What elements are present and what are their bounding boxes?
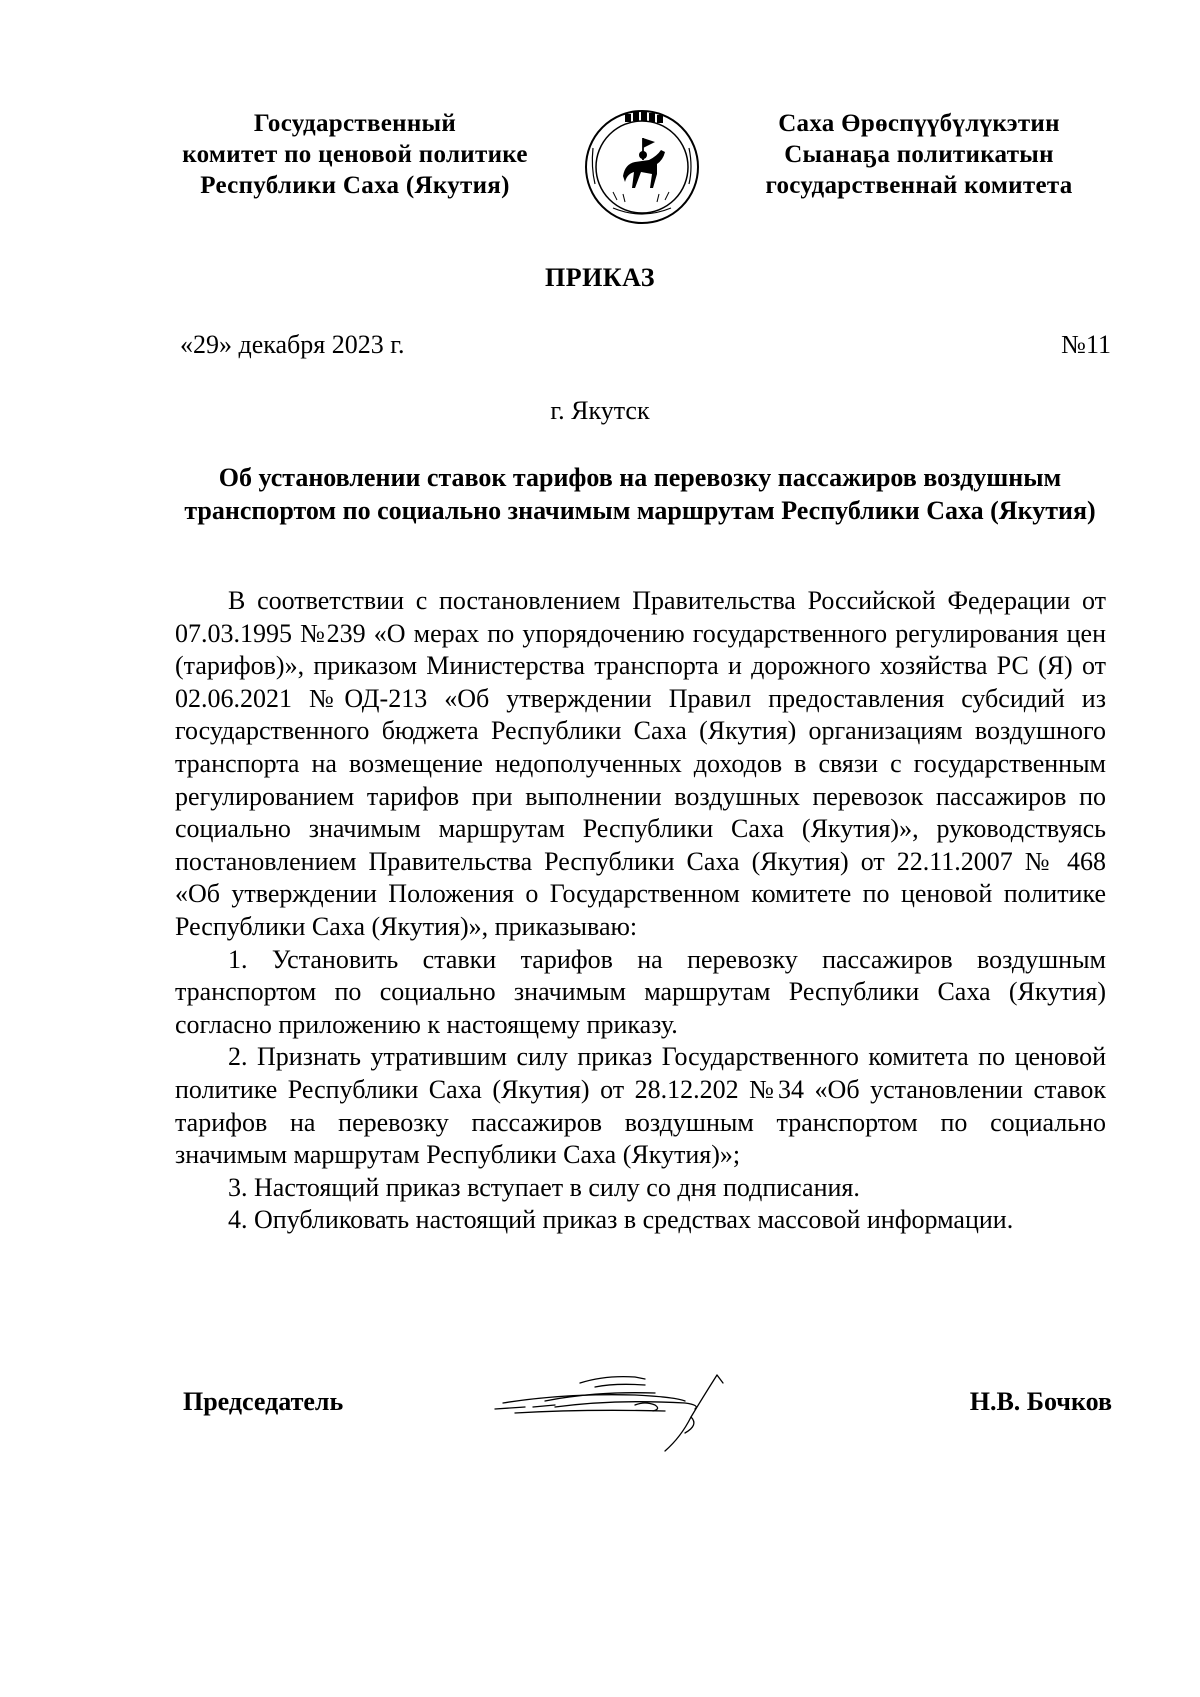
header-left-line: Государственный [253,110,457,137]
header-left-line: Республики Саха (Якутия) [200,172,510,199]
header-left-line: комитет по ценовой политике [182,141,528,168]
document-city: г. Якутск [550,396,650,425]
header-right-line: государственнай комитета [765,172,1073,199]
body-paragraph: 2. Признать утратившим силу приказ Государственного комитета по ценовой политике Республики Саха (Якутия) от 28.12.202 №34 «Об установлении ставок тарифов на перевозку пассажиров воздушным транспортом по социально значимым маршрутам Республики Саха (Якутия)»; [175,1042,1106,1170]
signatory-name: Н.В. Бочков [969,1387,1112,1416]
document-date: «29» декабря 2023 г. [180,330,405,359]
handwritten-signature-icon [485,1347,785,1457]
body-paragraph: 3. Настоящий приказ вступает в силу со дня подписания. [228,1172,860,1202]
header-right-line: Саха Өрөспүүбүлүкэтин [778,110,1060,137]
header-right-line: Сыанаҕа политикатын [784,141,1054,168]
document-number: №11 [1061,330,1111,359]
document-subject: Об установлении ставок тарифов на перевозку пассажиров воздушным транспортом по социально значимым маршрутам Республики Саха (Якутия) [184,463,1096,525]
body-paragraph: В соответствии с постановлением Правительства Российской Федерации от 07.03.1995 №239 «О мерах по упорядочению государственного регулирования цен (тарифов)», приказом Министерства транспорта и дорожного хозяйства РС (Я) от 02.06.2021 №ОД-213 «Об утверждении Правил предоставления субсидий из государственного бюджета Республики Саха (Якутия) организациям воздушного транспорта на возмещение недополученных доходов в связи с государственным регулированием тарифов при выполнении воздушных перевозок пассажиров по социально значимым маршрутам Республики Саха (Якутия)», руководствуясь постановлением Правительства Республики Саха (Якутия) от 22.11.2007 № 468 «Об утверждении Положения о Государственном комитете по ценовой политике Республики Саха (Якутия)», приказываю: [175,586,1106,941]
document-body [175,585,1106,1237]
body-paragraph: 4. Опубликовать настоящий приказ в средствах массовой информации. [228,1205,1014,1235]
header-left-org-name [150,108,560,201]
signatory-position: Председатель [183,1387,344,1416]
coat-of-arms-icon [583,108,701,226]
header-right-org-name [724,108,1114,201]
body-paragraph: 1. Установить ставки тарифов на перевозку пассажиров воздушным транспортом по социально значимым маршрутам Республики Саха (Якутия) согласно приложению к настоящему приказу. [175,944,1106,1039]
document-title: ПРИКАЗ [544,263,656,292]
